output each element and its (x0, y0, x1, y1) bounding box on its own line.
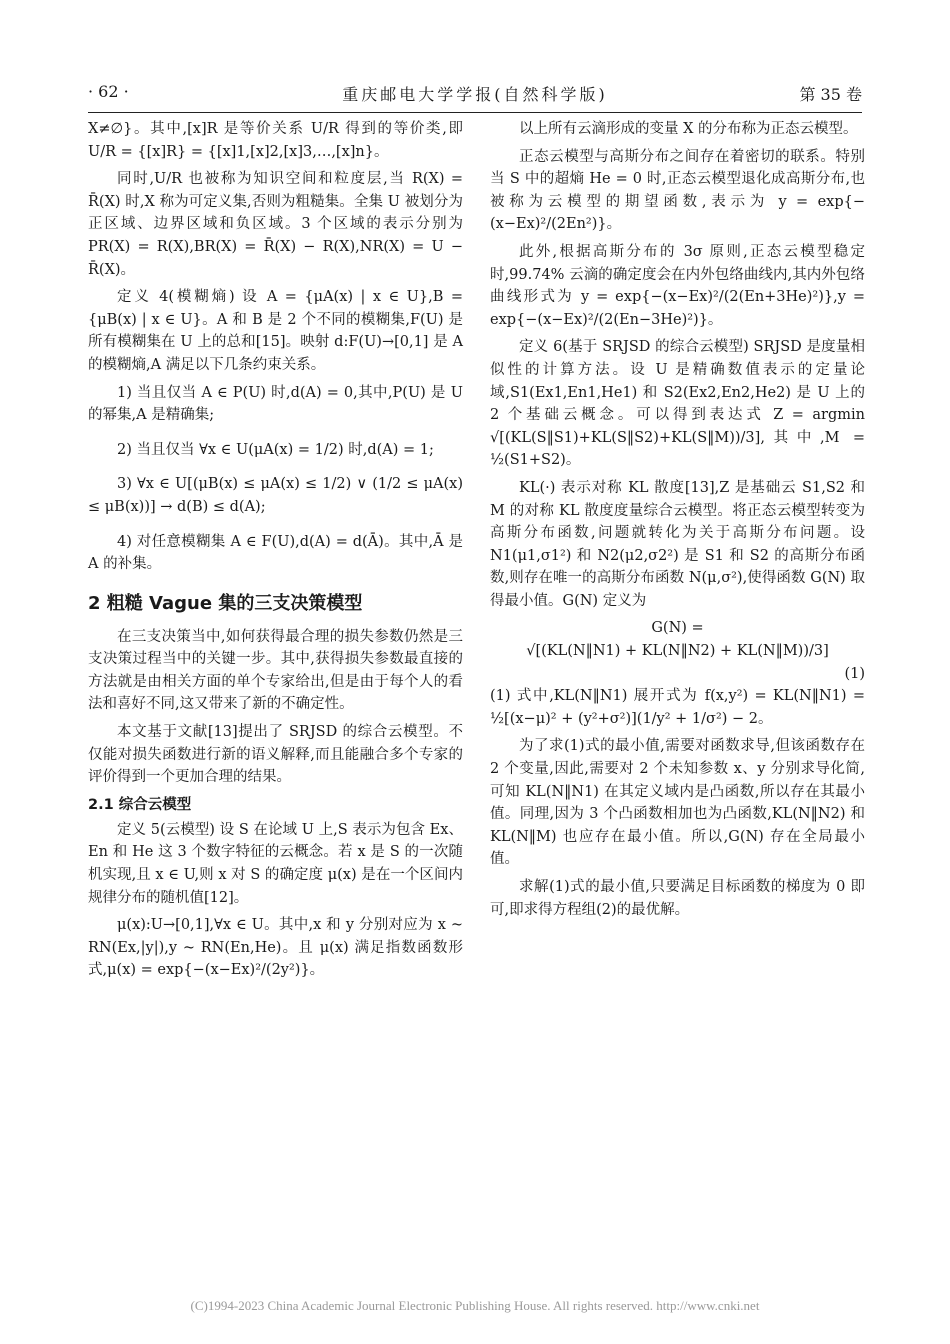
right-column (490, 118, 865, 921)
paragraph: 正态云模型与高斯分布之间存在着密切的联系。特别当 S 中的超熵 He = 0 时,正态云模型退化成高斯分布,也被称为云模型的期望函数,表示为 y = exp{−(x−Ex)²/(2En²)}。 (490, 148, 865, 233)
constraint-2: 2) 当且仅当 ∀x ∈ U(μA(x) = 1/2) 时,d(A) = 1; (117, 441, 434, 458)
paragraph: 同时,U/R 也被称为知识空间和粒度层,当 R(X) = R̄(X) 时,X 称为可定义集,否则为粗糙集。全集 U 被划分为正区域、边界区域和负区域。3 个区域的表示分别为 PR(X) = R(X),BR(X) = R̄(X) − R(X),NR(X) = U − R̄(X)。 (88, 171, 463, 278)
paragraph: (1) 式中,KL(N‖N1) 展开式为 f(x,y²) = KL(N‖N1) = ½[(x−μ)² + (y²+σ²)](1/y² + 1/σ²) − 2。 (490, 688, 865, 727)
paragraph: 为了求(1)式的最小值,需要对函数求导,但该函数存在 2 个变量,因此,需要对 2 个未知参数 x、y 分别求导化简,可知 KL(N‖N1) 在其定义域内是凸函数,所以存在其最小值。同理,因为 3 个凸函数相加也为凸函数,KL(N‖N2) 和 KL(N‖M) 也应存在最小值。所以,G(N) 存在全局最小值。 (490, 738, 865, 868)
definition-4: 定义 4(模糊熵) 设 A = {μA(x) | x ∈ U},B = {μB(x) | x ∈ U}。A 和 B 是 2 个不同的模糊集,F(U) 是所有模糊集在 U 上的总和[15]。映射 d:F(U)→[0,1] 是 A 的模糊熵,A 满足以下几条约束关系。 (88, 289, 463, 373)
equation-number: (1) (844, 665, 865, 682)
definition-6: 定义 6(基于 SRJSD 的综合云模型) SRJSD 是度量相似性的计算方法。设 U 是精确数值表示的定量论域,S1(Ex1,En1,He1) 和 S2(Ex2,En2,He2) 是 U 上的 2 个基础云概念。可以得到表达式 Z = argmin √[(KL(S‖S1)+KL(S‖S2)+KL(S‖M))/3],其中,M = ½(S1+S2)。 (490, 339, 865, 469)
header-rule (88, 112, 862, 113)
paragraph: μ(x):U→[0,1],∀x ∈ U。其中,x 和 y 分别对应为 x ~ RN(Ex,|y|),y ~ RN(En,He)。且 μ(x) 满足指数函数形式,μ(x) = exp{−(x−Ex)²/(2y²)}。 (88, 917, 463, 979)
constraint-1: 1) 当且仅当 A ∈ P(U) 时,d(A) = 0,其中,P(U) 是 U 的幂集,A 是精确集; (88, 384, 463, 424)
copyright-footer: (C)1994-2023 China Academic Journal Electronic Publishing House. All rights reserved. http://www.cnki.net (190, 1298, 760, 1313)
paragraph: 在三支决策当中,如何获得最合理的损失参数仍然是三支决策过程当中的关键一步。其中,获得损失参数最直接的方法就是由相关方面的单个专家给出,但是由于每个人的看法和喜好不同,这又带来了新的不确定性。 (88, 628, 463, 713)
definition-5: 定义 5(云模型) 设 S 在论域 U 上,S 表示为包含 Ex、En 和 He 这 3 个数字特征的云概念。若 x 是 S 的一次随机实现,且 x ∈ U,则 x 对 S 的确定度 μ(x) 是在一个区间内规律分布的随机值[12]。 (88, 821, 463, 906)
constraint-3: 3) ∀x ∈ U[(μB(x) ≤ μA(x) ≤ 1/2) ∨ (1/2 ≤ μA(x) ≤ μB(x))] → d(B) ≤ d(A); (88, 476, 463, 515)
left-column (88, 118, 463, 982)
page-number: · 62 · (88, 82, 129, 101)
paragraph: 求解(1)式的最小值,只要满足目标函数的梯度为 0 即可,即求得方程组(2)的最优解。 (490, 879, 865, 918)
equation-1-rhs: √[(KL(N‖N1) + KL(N‖N2) + KL(N‖M))/3] (526, 643, 829, 660)
constraint-4: 4) 对任意模糊集 A ∈ F(U),d(A) = d(Ā)。其中,Ā 是 A 的补集。 (88, 533, 463, 573)
journal-title: 重庆邮电大学学报(自然科学版) (342, 85, 608, 104)
equation-1-lhs: G(N) = (651, 620, 704, 637)
paragraph: X≠∅}。其中,[x]R 是等价关系 U/R 得到的等价类,即 U/R = {[x]R} = {[x]1,[x]2,[x]3,…,[x]n}。 (88, 121, 463, 160)
volume-label: 第 35 卷 (799, 85, 862, 104)
paragraph: 以上所有云滴形成的变量 X 的分布称为正态云模型。 (519, 121, 858, 137)
section-heading: 2 粗糙 Vague 集的三支决策模型 (88, 592, 363, 614)
paragraph: 此外,根据高斯分布的 3σ 原则,正态云模型稳定时,99.74% 云滴的确定度会在内外包络曲线内,其内外包络曲线形式为 y = exp{−(x−Ex)²/(2(En+3He)²)},y = exp{−(x−Ex)²/(2(En−3He)²)}。 (490, 243, 865, 328)
paragraph: KL(·) 表示对称 KL 散度[13],Z 是基础云 S1,S2 和 M 的对称 KL 散度度量综合云模型。将正态云模型转变为高斯分布函数,问题就转化为关于高斯分布问题。设 N1(μ1,σ1²) 和 N2(μ2,σ2²) 是 S1 和 S2 的高斯分布函数,则存在唯一的高斯分布函数 N(μ,σ²),使得函数 G(N) 取得最小值。G(N) 定义为 (490, 479, 865, 609)
subsection-heading: 2.1 综合云模型 (88, 796, 192, 813)
running-header (88, 82, 862, 108)
paragraph: 本文基于文献[13]提出了 SRJSD 的综合云模型。不仅能对损失函数进行新的语义解释,而且能融合多个专家的评价得到一个更加合理的结果。 (88, 724, 463, 786)
